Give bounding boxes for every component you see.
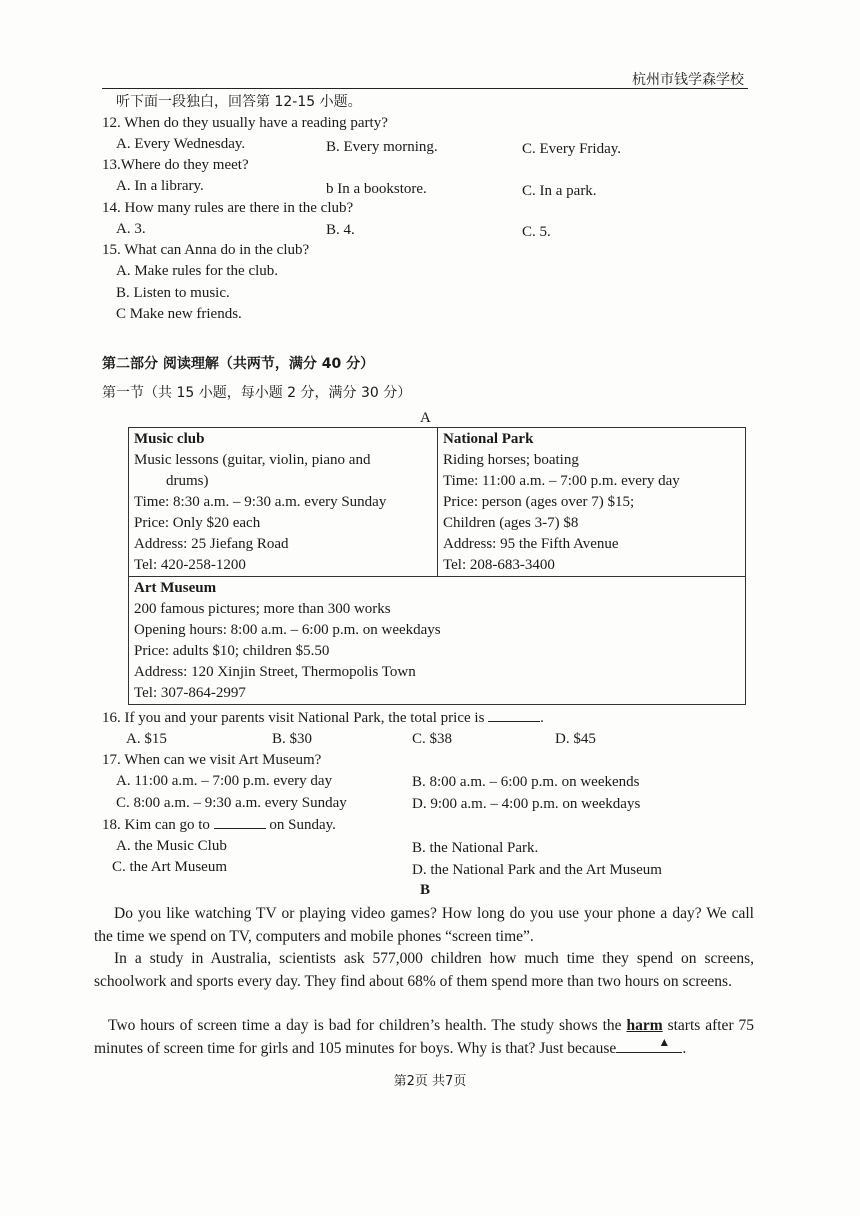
music-club-cell <box>129 428 438 577</box>
q17-option-d: D. 9:00 a.m. – 4:00 p.m. on weekdays <box>412 796 641 812</box>
national-park-title: National Park <box>443 431 534 447</box>
paragraph-3-text: starts after 75 minutes of screen time for girls and 105 minutes for boys. Why is that? Just because <box>94 1017 755 1057</box>
passage-a-table <box>128 427 746 705</box>
reading-part-title: 第二部分 阅读理解（共两节，满分 40 分） <box>102 356 375 372</box>
triangle-marker-icon: ▲ <box>658 1035 671 1049</box>
music-club-line: drums) <box>166 473 209 489</box>
passage-b-paragraph-1: Do you like watching TV or playing video games? How long do you use your phone a day? We call the time we spend on TV, computers and mobile phones “screen time”. <box>94 905 754 945</box>
q18-stem <box>102 814 336 835</box>
paragraph-3-end: . <box>682 1040 687 1057</box>
art-museum-title: Art Museum <box>134 580 217 596</box>
q16-option-a: A. $15 <box>126 731 167 747</box>
national-park-line: Riding horses; boating <box>443 452 579 468</box>
national-park-line: Children (ages 3-7) $8 <box>443 515 579 531</box>
music-club-line: Music lessons (guitar, violin, piano and <box>134 452 371 468</box>
national-park-line: Time: 11:00 a.m. – 7:00 p.m. every day <box>443 473 680 489</box>
q15-option-b: B. Listen to music. <box>116 285 230 301</box>
q16-option-c: C. $38 <box>412 731 453 747</box>
q15-stem: 15. What can Anna do in the club? <box>102 242 310 258</box>
q16-stem <box>102 707 544 728</box>
passage-b-paragraph-3 <box>94 1014 754 1060</box>
page-number: 第2页 共7页 <box>393 1074 467 1089</box>
art-museum-line: Opening hours: 8:00 a.m. – 6:00 p.m. on weekdays <box>134 622 441 638</box>
q17-option-a: A. 11:00 a.m. – 7:00 p.m. every day <box>116 773 333 789</box>
q12-option-a: A. Every Wednesday. <box>116 136 246 152</box>
q12-option-b: B. Every morning. <box>326 139 438 155</box>
national-park-line: Price: person (ages over 7) $15; <box>443 494 635 510</box>
passage-a-label: A <box>420 410 431 426</box>
music-club-line: Time: 8:30 a.m. – 9:30 a.m. every Sunday <box>134 494 387 510</box>
q14-option-c: C. 5. <box>522 224 551 240</box>
school-name: 杭州市钱学森学校 <box>632 72 744 88</box>
q14-option-b: B. 4. <box>326 222 355 238</box>
reading-section-title: 第一节（共 15 小题，每小题 2 分，满分 30 分） <box>102 385 412 401</box>
q15-option-a: A. Make rules for the club. <box>116 263 279 279</box>
q18-option-d: D. the National Park and the Art Museum <box>412 862 662 878</box>
header-rule <box>102 88 748 89</box>
music-club-line: Tel: 420-258-1200 <box>134 557 246 573</box>
q18-option-a: A. the Music Club <box>116 838 227 854</box>
q12-option-c: C. Every Friday. <box>522 141 622 157</box>
q16-stem-text: 16. If you and your parents visit National Park, the total price is <box>102 710 485 726</box>
q17-stem: 17. When can we visit Art Museum? <box>102 752 322 768</box>
art-museum-line: Tel: 307-864-2997 <box>134 685 246 701</box>
music-club-line: Address: 25 Jiefang Road <box>134 536 289 552</box>
q16-option-d: D. $45 <box>555 731 596 747</box>
q13-option-b: b In a bookstore. <box>326 181 427 197</box>
answer-blank <box>214 814 266 829</box>
music-club-title: Music club <box>134 431 205 447</box>
q14-stem: 14. How many rules are there in the club? <box>102 200 354 216</box>
q18-stem-end: on Sunday. <box>269 817 336 833</box>
art-museum-line: Address: 120 Xinjin Street, Thermopolis Town <box>134 664 416 680</box>
listening-intro: 听下面一段独白，回答第 12-15 小题。 <box>116 94 362 110</box>
answer-blank <box>488 707 540 722</box>
national-park-cell <box>438 428 746 577</box>
q18-option-b: B. the National Park. <box>412 840 539 856</box>
q16-option-b: B. $30 <box>272 731 313 747</box>
music-club-line: Price: Only $20 each <box>134 515 261 531</box>
q17-option-b: B. 8:00 a.m. – 6:00 p.m. on weekends <box>412 774 640 790</box>
passage-b-paragraph-2: In a study in Australia, scientists ask 577,000 children how much time they spend on screens, schoolwork and sports every day. They find about 68% of them spend more than two hours on screens. <box>94 950 754 990</box>
q13-option-c: C. In a park. <box>522 183 597 199</box>
art-museum-line: 200 famous pictures; more than 300 works <box>134 601 391 617</box>
national-park-line: Address: 95 the Fifth Avenue <box>443 536 619 552</box>
paragraph-3-text: Two hours of screen time a day is bad for children’s health. The study shows the <box>108 1017 622 1034</box>
q16-stem-end: . <box>540 710 544 726</box>
passage-b-label: B <box>420 882 431 898</box>
harm-word: harm <box>626 1017 663 1034</box>
art-museum-cell <box>129 577 746 705</box>
q18-stem-text: 18. Kim can go to <box>102 817 210 833</box>
national-park-line: Tel: 208-683-3400 <box>443 557 555 573</box>
art-museum-line: Price: adults $10; children $5.50 <box>134 643 330 659</box>
q18-option-c: C. the Art Museum <box>112 859 227 875</box>
q17-option-c: C. 8:00 a.m. – 9:30 a.m. every Sunday <box>116 795 347 811</box>
q15-option-c: C Make new friends. <box>116 306 242 322</box>
q13-stem: 13.Where do they meet? <box>102 157 249 173</box>
q13-option-a: A. In a library. <box>116 178 204 194</box>
q14-option-a: A. 3. <box>116 221 146 237</box>
q12-stem: 12. When do they usually have a reading party? <box>102 115 388 131</box>
answer-blank <box>616 1035 682 1053</box>
